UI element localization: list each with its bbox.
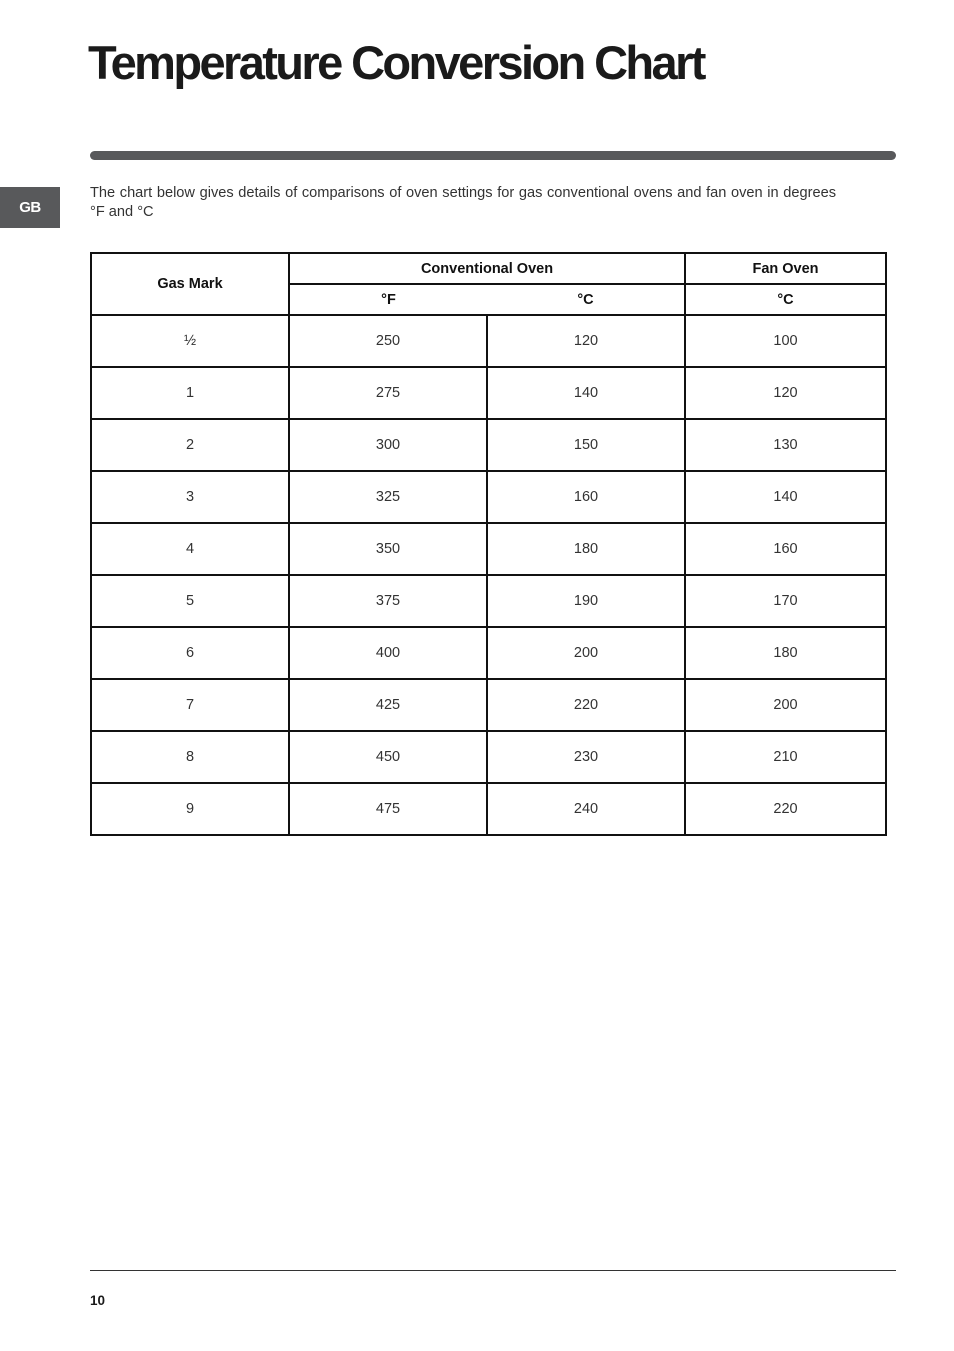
cell-fan-celsius: 160 bbox=[685, 523, 886, 575]
cell-gas-mark: 3 bbox=[91, 471, 289, 523]
table-row bbox=[91, 731, 886, 783]
table-row bbox=[91, 627, 886, 679]
cell-conventional-celsius: 240 bbox=[487, 783, 685, 835]
cell-conventional-celsius: 120 bbox=[487, 315, 685, 367]
cell-gas-mark: ½ bbox=[91, 315, 289, 367]
header-conventional-celsius: °C bbox=[487, 284, 685, 315]
footer-divider bbox=[90, 1270, 896, 1271]
cell-gas-mark: 2 bbox=[91, 419, 289, 471]
language-tab: GB bbox=[0, 187, 60, 228]
cell-gas-mark: 9 bbox=[91, 783, 289, 835]
cell-fan-celsius: 210 bbox=[685, 731, 886, 783]
cell-conventional-celsius: 180 bbox=[487, 523, 685, 575]
cell-gas-mark: 7 bbox=[91, 679, 289, 731]
page-title: Temperature Conversion Chart bbox=[88, 36, 704, 89]
page-number: 10 bbox=[90, 1293, 106, 1308]
cell-gas-mark: 4 bbox=[91, 523, 289, 575]
cell-conventional-fahrenheit: 375 bbox=[289, 575, 487, 627]
cell-conventional-celsius: 200 bbox=[487, 627, 685, 679]
cell-fan-celsius: 140 bbox=[685, 471, 886, 523]
cell-conventional-fahrenheit: 350 bbox=[289, 523, 487, 575]
intro-paragraph: The chart below gives details of comparisons of oven settings for gas conventional ovens and fan oven in degrees °F and °C bbox=[90, 185, 836, 220]
cell-gas-mark: 8 bbox=[91, 731, 289, 783]
header-fan-oven: Fan Oven bbox=[685, 253, 886, 284]
cell-fan-celsius: 170 bbox=[685, 575, 886, 627]
cell-conventional-fahrenheit: 250 bbox=[289, 315, 487, 367]
table-row bbox=[91, 471, 886, 523]
cell-conventional-fahrenheit: 300 bbox=[289, 419, 487, 471]
cell-conventional-fahrenheit: 275 bbox=[289, 367, 487, 419]
header-conventional-oven: Conventional Oven bbox=[289, 253, 685, 284]
cell-gas-mark: 5 bbox=[91, 575, 289, 627]
cell-fan-celsius: 130 bbox=[685, 419, 886, 471]
cell-fan-celsius: 220 bbox=[685, 783, 886, 835]
cell-conventional-celsius: 190 bbox=[487, 575, 685, 627]
cell-gas-mark: 1 bbox=[91, 367, 289, 419]
table-row bbox=[91, 783, 886, 835]
header-fan-celsius: °C bbox=[685, 284, 886, 315]
cell-fan-celsius: 120 bbox=[685, 367, 886, 419]
cell-conventional-fahrenheit: 325 bbox=[289, 471, 487, 523]
cell-conventional-celsius: 140 bbox=[487, 367, 685, 419]
title-divider bbox=[90, 151, 896, 160]
cell-conventional-celsius: 160 bbox=[487, 471, 685, 523]
table-row bbox=[91, 679, 886, 731]
table-body bbox=[91, 315, 886, 835]
cell-fan-celsius: 180 bbox=[685, 627, 886, 679]
cell-gas-mark: 6 bbox=[91, 627, 289, 679]
cell-conventional-fahrenheit: 450 bbox=[289, 731, 487, 783]
cell-conventional-fahrenheit: 475 bbox=[289, 783, 487, 835]
temperature-conversion-table bbox=[90, 252, 887, 836]
cell-fan-celsius: 200 bbox=[685, 679, 886, 731]
table-row bbox=[91, 419, 886, 471]
table-row bbox=[91, 315, 886, 367]
table-header-row-groups bbox=[91, 253, 886, 284]
cell-conventional-fahrenheit: 425 bbox=[289, 679, 487, 731]
cell-conventional-celsius: 150 bbox=[487, 419, 685, 471]
table-header bbox=[91, 253, 886, 315]
header-gas-mark: Gas Mark bbox=[91, 253, 289, 315]
cell-conventional-celsius: 230 bbox=[487, 731, 685, 783]
table-row bbox=[91, 367, 886, 419]
header-conventional-fahrenheit: °F bbox=[289, 284, 487, 315]
cell-fan-celsius: 100 bbox=[685, 315, 886, 367]
table-row bbox=[91, 523, 886, 575]
cell-conventional-fahrenheit: 400 bbox=[289, 627, 487, 679]
table-row bbox=[91, 575, 886, 627]
cell-conventional-celsius: 220 bbox=[487, 679, 685, 731]
